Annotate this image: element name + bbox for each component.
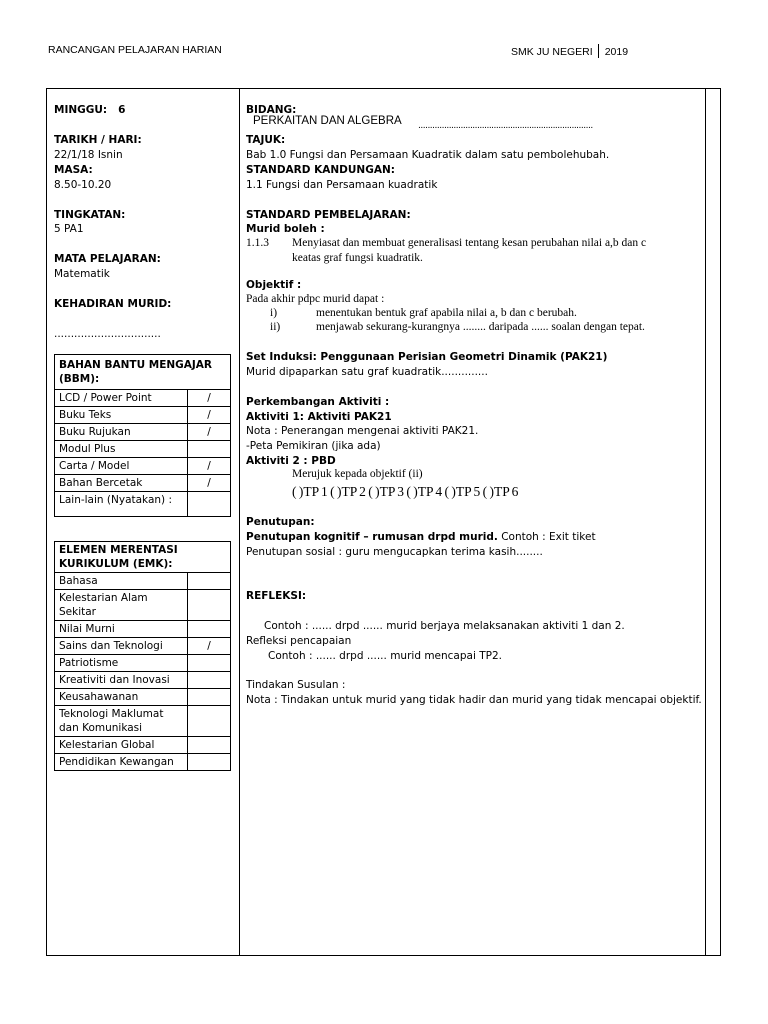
table-row — [55, 621, 231, 638]
emk-title: ELEMEN MERENTASI KURIKULUM (EMK): — [55, 542, 231, 573]
emk-item-label: Teknologi Maklumat dan Komunikasi — [55, 706, 188, 737]
emk-item-mark — [188, 689, 231, 706]
bbm-item-mark: / — [188, 390, 231, 407]
mata-pelajaran-value: Matematik — [54, 268, 110, 280]
masa-label: MASA: — [54, 164, 93, 176]
table-row — [55, 706, 231, 737]
set-induksi-heading: Set Induksi: Penggunaan Perisian Geometri Dinamik (PAK21) — [246, 351, 608, 363]
murid-boleh-label: Murid boleh : — [246, 223, 325, 235]
minggu-value: 6 — [118, 104, 126, 116]
tarikh-value: 22/1/18 Isnin — [54, 149, 123, 161]
penutupan-kognitif: Penutupan kognitif – rumusan drpd murid. — [246, 531, 498, 543]
header-year: 2019 — [604, 46, 629, 58]
penutupan-sosial: Penutupan sosial : guru mengucapkan terima kasih........ — [246, 546, 543, 558]
tajuk-label: TAJUK: — [246, 134, 286, 146]
emk-item-mark — [188, 672, 231, 689]
bbm-item-mark — [188, 492, 231, 517]
school-name: SMK JU NEGERI — [511, 46, 593, 58]
table-row — [55, 475, 231, 492]
bidang-value: PERKAITAN DAN ALGEBRA — [253, 115, 402, 127]
standard-kandungan-label: STANDARD KANDUNGAN: — [246, 164, 395, 176]
objektif-1-text: menentukan bentuk graf apabila nilai a, b dan c berubah. — [316, 307, 577, 319]
objektif-intro: Pada akhir pdpc murid dapat : — [246, 293, 385, 305]
bbm-item-mark — [188, 441, 231, 458]
aktiviti-1-heading: Aktiviti 1: Aktiviti PAK21 — [246, 411, 392, 423]
objektif-2-text: menjawab sekurang-kurangnya ........ daripada ...... soalan dengan tepat. — [316, 321, 645, 333]
emk-item-mark: / — [188, 638, 231, 655]
bbm-item-label: Carta / Model — [55, 458, 188, 475]
aktiviti-1-note: Nota : Penerangan mengenai aktiviti PAK21. — [246, 425, 479, 437]
emk-item-mark — [188, 706, 231, 737]
emk-item-label: Bahasa — [55, 573, 188, 590]
tajuk-value: Bab 1.0 Fungsi dan Persamaan Kuadratik dalam satu pembolehubah. — [246, 149, 610, 161]
table-row — [55, 638, 231, 655]
column-divider-right — [705, 88, 706, 956]
table-row — [55, 590, 231, 621]
bbm-item-mark: / — [188, 407, 231, 424]
emk-item-mark — [188, 655, 231, 672]
refleksi-contoh-2: Contoh : ...... drpd ...... murid mencapai TP2. — [268, 650, 502, 662]
refleksi-contoh-1: Contoh : ...... drpd ...... murid berjaya melaksanakan aktiviti 1 dan 2. — [264, 620, 625, 632]
emk-item-mark — [188, 621, 231, 638]
emk-item-mark — [188, 573, 231, 590]
masa-value: 8.50-10.20 — [54, 179, 112, 191]
bbm-item-label: LCD / Power Point — [55, 390, 188, 407]
kehadiran-value: ................................ — [54, 328, 161, 340]
table-row — [55, 390, 231, 407]
tindakan-susulan-note: Nota : Tindakan untuk murid yang tidak hadir dan murid yang tidak mencapai objektif. — [246, 694, 702, 706]
header-divider — [598, 44, 599, 58]
emk-item-mark — [188, 754, 231, 771]
perkembangan-heading: Perkembangan Aktiviti : — [246, 396, 390, 408]
standard-pembelajaran-label: STANDARD PEMBELAJARAN: — [246, 209, 411, 221]
table-row — [55, 441, 231, 458]
table-row — [55, 754, 231, 771]
aktiviti-2-heading: Aktiviti 2 : PBD — [246, 455, 336, 467]
table-row — [55, 672, 231, 689]
emk-table — [54, 541, 231, 771]
bbm-item-label: Buku Teks — [55, 407, 188, 424]
sp-number: 1.1.3 — [246, 237, 269, 249]
emk-item-mark — [188, 737, 231, 754]
bbm-title: BAHAN BANTU MENGAJAR (BBM): — [55, 355, 231, 390]
bbm-item-label: Lain-lain (Nyatakan) : — [55, 492, 188, 517]
penutupan-heading: Penutupan: — [246, 516, 315, 528]
tp-level-line: ( )TP 1 ( )TP 2 ( )TP 3 ( )TP 4 ( )TP 5 ( )TP 6 — [292, 484, 519, 499]
tingkatan-label: TINGKATAN: — [54, 209, 126, 221]
set-induksi-text: Murid dipaparkan satu graf kuadratik.............. — [246, 366, 488, 378]
merujuk-objektif: Merujuk kepada objektif (ii) — [292, 468, 423, 480]
sp-text-line2: keatas graf fungsi kuadratik. — [292, 252, 423, 264]
standard-kandungan-value: 1.1 Fungsi dan Persamaan kuadratik — [246, 179, 438, 191]
tindakan-susulan-label: Tindakan Susulan : — [246, 679, 346, 691]
bbm-table — [54, 354, 231, 517]
emk-item-label: Kelestarian Global — [55, 737, 188, 754]
emk-item-label: Patriotisme — [55, 655, 188, 672]
bidang-label: BIDANG: — [246, 104, 297, 116]
emk-item-mark — [188, 590, 231, 621]
document-header-school — [511, 44, 628, 58]
column-divider-left — [239, 88, 240, 956]
kehadiran-label: KEHADIRAN MURID: — [54, 298, 172, 310]
penutupan-kognitif-line — [246, 531, 596, 544]
emk-item-label: Kreativiti dan Inovasi — [55, 672, 188, 689]
mata-pelajaran-label: MATA PELAJARAN: — [54, 253, 161, 265]
objektif-1-number: i) — [270, 307, 278, 319]
bbm-item-label: Bahan Bercetak — [55, 475, 188, 492]
emk-item-label: Kelestarian Alam Sekitar — [55, 590, 188, 621]
table-row — [55, 655, 231, 672]
minggu-label: MINGGU: 6 — [54, 104, 126, 116]
bidang-dots: .......................................................................... — [418, 121, 593, 131]
table-row — [55, 689, 231, 706]
objektif-label: Objektif : — [246, 279, 302, 291]
emk-item-label: Keusahawanan — [55, 689, 188, 706]
table-row — [55, 407, 231, 424]
tarikh-label: TARIKH / HARI: — [54, 134, 142, 146]
refleksi-heading: REFLEKSI: — [246, 590, 307, 602]
contoh-exit-tiket: Contoh : Exit tiket — [497, 531, 596, 543]
bbm-item-mark: / — [188, 475, 231, 492]
refleksi-pencapaian: Refleksi pencapaian — [246, 635, 352, 647]
bbm-item-label: Modul Plus — [55, 441, 188, 458]
objektif-2-number: ii) — [270, 321, 281, 333]
bbm-item-mark: / — [188, 458, 231, 475]
bbm-item-label: Buku Rujukan — [55, 424, 188, 441]
emk-item-label: Nilai Murni — [55, 621, 188, 638]
emk-item-label: Sains dan Teknologi — [55, 638, 188, 655]
sp-text-line1: Menyiasat dan membuat generalisasi tentang kesan perubahan nilai a,b dan c — [292, 237, 647, 249]
table-row — [55, 424, 231, 441]
peta-pemikiran: -Peta Pemikiran (jika ada) — [246, 440, 381, 452]
table-row — [55, 573, 231, 590]
emk-item-label: Pendidikan Kewangan — [55, 754, 188, 771]
table-row — [55, 737, 231, 754]
table-row — [55, 492, 231, 517]
tingkatan-value: 5 PA1 — [54, 223, 84, 235]
document-header-title: RANCANGAN PELAJARAN HARIAN — [48, 44, 222, 56]
table-row — [55, 458, 231, 475]
bbm-item-mark: / — [188, 424, 231, 441]
